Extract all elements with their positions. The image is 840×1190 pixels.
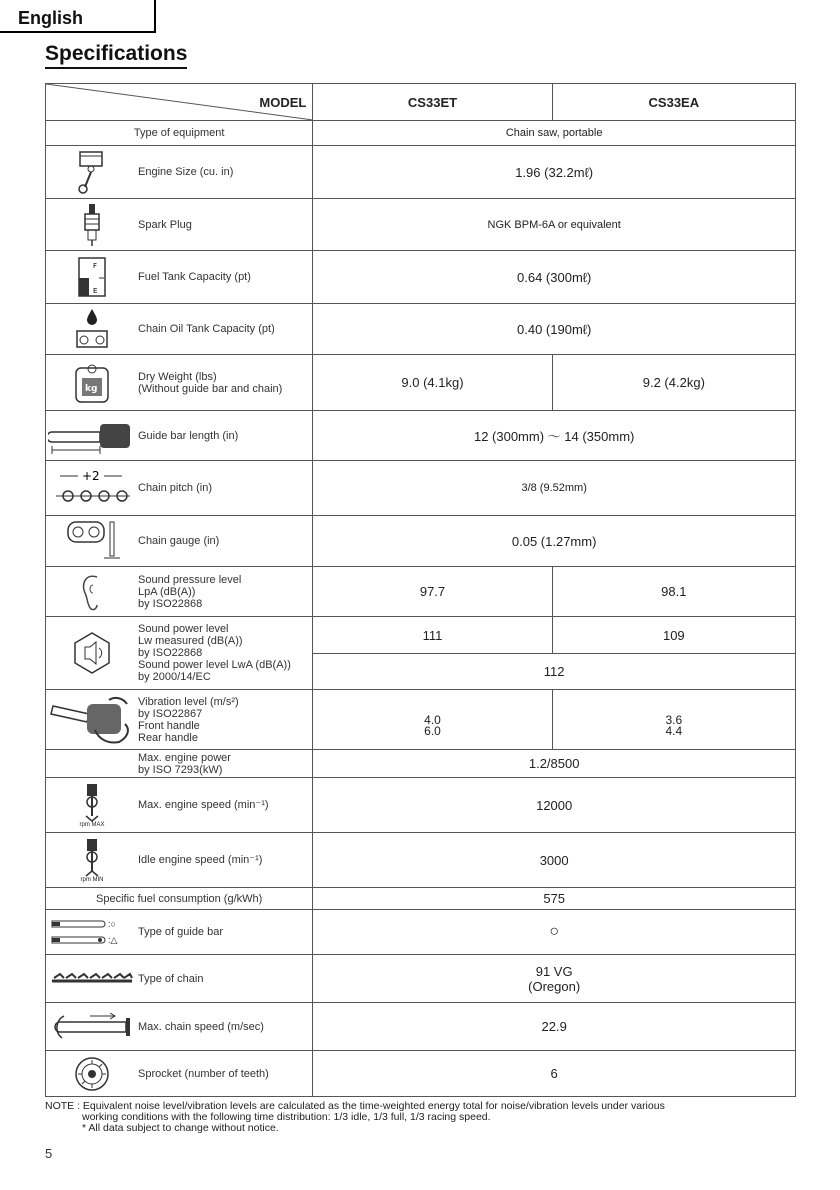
model-cs33ea: CS33EA [552, 84, 795, 121]
front-handle-label: Front handle [138, 719, 200, 732]
note-line-1: NOTE : Equivalent noise level/vibration levels are calculated as the time-weighted energy total for noise/vibration levels under various [45, 1100, 665, 1112]
table-row [46, 778, 796, 833]
sprocket-icon [72, 1054, 112, 1094]
table-row [46, 1051, 796, 1097]
equipment-label: Type of equipment [46, 121, 313, 146]
max-speed-label: Max. engine speed (min⁻¹) [138, 799, 269, 811]
guide-bar-circle-mark: :○ [108, 918, 116, 929]
sound-pressure-unit: LpA (dB(A)) [138, 585, 196, 598]
vibration-standard: by ISO22867 [138, 707, 203, 720]
table-row [46, 251, 796, 304]
sound-power-lwa-label: Sound power level LwA (dB(A)) [138, 659, 291, 671]
model-header-cell [46, 84, 313, 121]
idle-speed-value: 3000 [313, 833, 796, 888]
engine-size-value: 1.96 (32.2mℓ) [313, 146, 796, 199]
guide-bar-length-label: Guide bar length (in) [138, 429, 239, 442]
table-row [46, 567, 796, 617]
sound-power-cs33et: 111 [313, 617, 552, 654]
table-row [46, 1003, 796, 1051]
fuel-consumption-value: 575 [313, 888, 796, 910]
spark-plug-label: Spark Plug [138, 218, 192, 231]
table-row [46, 461, 796, 516]
table-row [46, 888, 796, 910]
table-row [46, 955, 796, 1003]
dry-weight-cs33et: 9.0 (4.1kg) [313, 355, 552, 411]
engine-size-label: Engine Size (cu. in) [138, 166, 234, 178]
svg-text:+2: +2 [82, 469, 100, 483]
sound-pressure-cs33ea: 98.1 [552, 567, 795, 617]
page-title: Specifications [45, 42, 187, 69]
max-power-label: Max. engine power [138, 751, 231, 764]
note-line-2: working conditions with the following time distribution: 1/3 idle, 1/3 full, 1/3 racing speed. [82, 1111, 491, 1123]
crankshaft-idle-icon [80, 837, 104, 877]
table-row [46, 355, 796, 411]
table-row [46, 750, 796, 778]
vibration-hand-icon [49, 694, 135, 746]
dry-weight-cs33ea: 9.2 (4.2kg) [552, 355, 795, 411]
oil-tank-label: Chain Oil Tank Capacity (pt) [138, 323, 275, 335]
chain-speed-label: Max. chain speed (m/sec) [138, 1020, 264, 1033]
svg-text:F: F [93, 262, 98, 270]
rpm-min-caption: rpm MIN [80, 877, 104, 883]
table-row [46, 617, 796, 654]
max-power-value: 1.2/8500 [313, 750, 796, 778]
sound-power-standard: by ISO22868 [138, 647, 203, 659]
chain-pitch-label: Chain pitch (in) [138, 482, 212, 494]
max-speed-value: 12000 [313, 778, 796, 833]
sound-power-label: Sound power level [138, 623, 229, 635]
table-header-row [46, 84, 796, 121]
guide-bar-length-value: 12 (300mm) ～ 14 (350mm) [313, 411, 796, 461]
vibration-front-cs33ea: 3.6 [665, 712, 683, 727]
spark-plug-value: NGK BPM-6A or equivalent [313, 199, 796, 251]
chain-oil-icon [72, 307, 112, 351]
fuel-consumption-label: Specific fuel consumption (g/kWh) [46, 888, 313, 910]
dry-weight-note: (Without guide bar and chain) [138, 382, 283, 395]
rpm-max-caption: rpm MAX [79, 822, 105, 828]
crankshaft-icon [80, 782, 104, 822]
language-tab [0, 0, 156, 33]
dry-weight-label: Dry Weight (lbs) [138, 370, 217, 383]
table-row [46, 121, 796, 146]
chainsaw-bar-icon [48, 416, 136, 456]
guide-bar-type-value: ○ [313, 910, 796, 955]
chain-type-brand: (Oregon) [528, 978, 581, 994]
model-cs33et: CS33ET [313, 84, 552, 121]
language-label: English [18, 8, 84, 28]
piston-icon [72, 149, 112, 195]
table-row [46, 411, 796, 461]
ear-icon [77, 571, 107, 613]
note-line-3: * All data subject to change without notice. [82, 1122, 279, 1134]
table-row [46, 690, 796, 750]
page-number: 5 [45, 1146, 53, 1161]
sound-pressure-label: Sound pressure level [138, 573, 242, 586]
table-row [46, 304, 796, 355]
chain-gauge-value: 0.05 (1.27mm) [313, 516, 796, 567]
vibration-front-cs33et: 4.0 [424, 712, 441, 727]
spark-plug-icon [80, 203, 104, 247]
model-label: MODEL [259, 95, 307, 110]
table-row [46, 146, 796, 199]
chain-gauge-icon [64, 520, 120, 562]
sprocket-label: Sprocket (number of teeth) [138, 1067, 269, 1080]
svg-text:kg: kg [85, 383, 98, 394]
specifications-table [45, 83, 796, 1097]
guide-bar-triangle-mark: :△ [108, 934, 118, 945]
guide-bar-type-label: Type of guide bar [138, 926, 224, 938]
chain-gauge-label: Chain gauge (in) [138, 535, 220, 547]
chain-pitch-icon [52, 468, 132, 508]
guide-bar-solid-icon [50, 919, 108, 929]
vibration-label: Vibration level (m/s²) [138, 695, 239, 708]
sound-pressure-standard: by ISO22868 [138, 597, 203, 610]
chain-type-value: 91 VG [535, 963, 573, 979]
sprocket-value: 6 [313, 1051, 796, 1097]
footnote [45, 1101, 805, 1134]
sound-power-cs33ea: 109 [552, 617, 795, 654]
sound-power-icon [71, 631, 113, 675]
max-power-standard: by ISO 7293(kW) [138, 763, 223, 776]
sound-power-lwa-standard: by 2000/14/EC [138, 671, 211, 683]
idle-speed-label: Idle engine speed (min⁻¹) [138, 854, 263, 866]
table-row [46, 910, 796, 955]
weight-icon [73, 362, 111, 404]
chain-speed-value: 22.9 [313, 1003, 796, 1051]
chain-type-label: Type of chain [138, 972, 204, 985]
vibration-rear-cs33ea: 4.4 [665, 723, 683, 738]
sound-power-unit: Lw measured (dB(A)) [138, 635, 243, 647]
fuel-gauge-icon [77, 256, 107, 298]
equipment-value: Chain saw, portable [313, 121, 796, 146]
chain-pitch-value: 3/8 (9.52mm) [313, 461, 796, 516]
table-row [46, 516, 796, 567]
guide-bar-sprocket-icon [50, 935, 108, 945]
sound-power-lwa-value: 112 [313, 654, 796, 690]
sound-pressure-cs33et: 97.7 [313, 567, 552, 617]
fuel-tank-label: Fuel Tank Capacity (pt) [138, 271, 251, 283]
saw-chain-icon [50, 972, 134, 986]
vibration-rear-cs33et: 6.0 [424, 723, 441, 738]
fuel-tank-value: 0.64 (300mℓ) [313, 251, 796, 304]
table-row [46, 199, 796, 251]
rear-handle-label: Rear handle [138, 731, 198, 744]
table-row [46, 833, 796, 888]
chain-speed-icon [50, 1010, 134, 1044]
svg-text:E: E [93, 287, 98, 295]
oil-tank-value: 0.40 (190mℓ) [313, 304, 796, 355]
